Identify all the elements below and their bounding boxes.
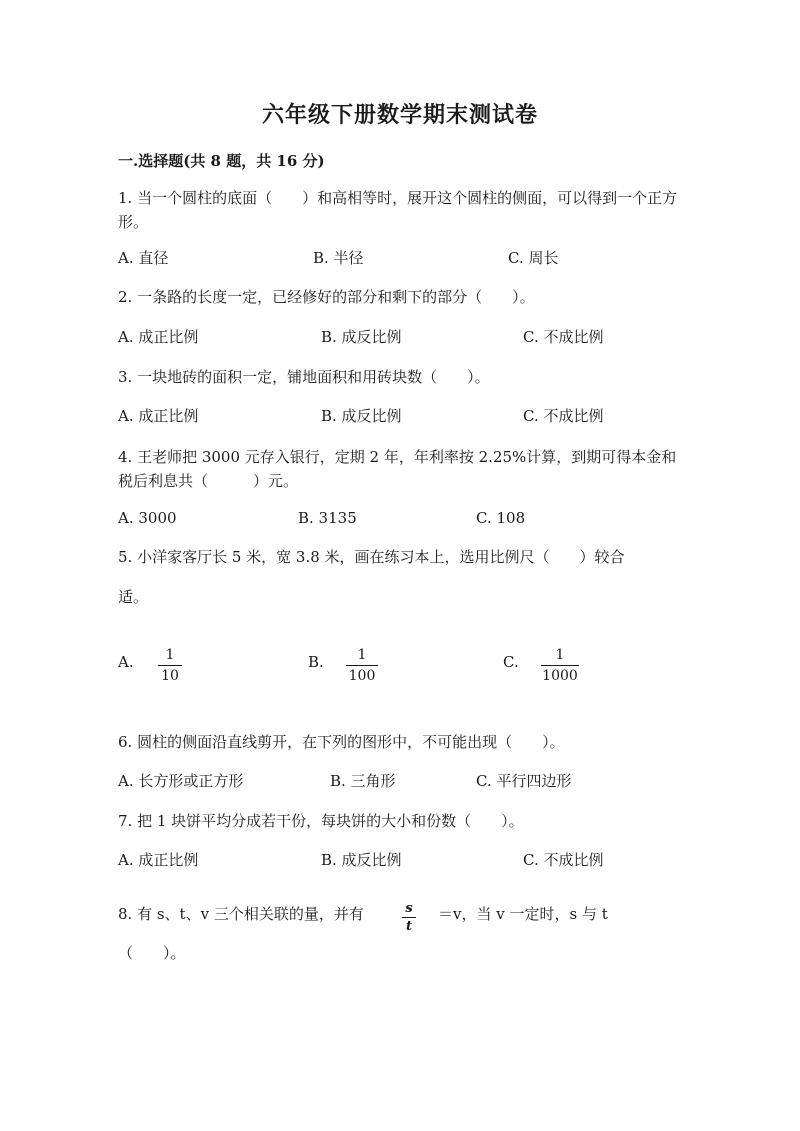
page-title: 六年级下册数学期末测试卷 [261,102,538,128]
question-1-option-a[interactable]: A. 直径 [118,249,169,267]
question-5-option-c-fraction[interactable] [541,647,579,684]
question-7-option-a[interactable]: A. 成正比例 [118,851,199,869]
question-5-option-b-label[interactable]: B. [308,653,324,671]
fraction-bar [402,917,416,918]
question-5-text: 5. 小洋家客厅长 5 米，宽 3.8 米，画在练习本上，选用比例尺（ ）较合 [118,548,625,566]
question-1-text: 1. 当一个圆柱的底面（ ）和高相等时，展开这个圆柱的侧面，可以得到一个正方形。 [118,189,678,231]
fraction-bar [541,665,579,666]
question-8-text-after: ＝v，当 v 一定时，s 与 t [438,905,608,923]
question-4-text: 4. 王老师把 3000 元存入银行，定期 2 年，年利率按 2.25%计算，到期可得本金和税后利息共（ ）元。 [118,448,677,490]
question-3-option-c[interactable]: C. 不成比例 [523,407,604,425]
question-5-option-b-fraction[interactable] [346,647,378,684]
question-5-option-a-fraction[interactable] [158,647,182,684]
question-2-option-c[interactable]: C. 不成比例 [523,328,604,346]
question-2-option-a[interactable]: A. 成正比例 [118,328,199,346]
fraction-numerator: 1 [357,647,367,663]
fraction-numerator: 1 [555,647,565,663]
question-6-option-c[interactable]: C. 平行四边形 [476,772,572,790]
question-8-text-before: 8. 有 s、t、v 三个相关联的量，并有 [118,905,364,923]
question-4-option-b[interactable]: B. 3135 [298,509,357,527]
question-7-option-b[interactable]: B. 成反比例 [321,851,402,869]
question-3-option-b[interactable]: B. 成反比例 [321,407,402,425]
question-3-option-a[interactable]: A. 成正比例 [118,407,199,425]
section-heading: 一.选择题(共 8 题，共 16 分) [118,152,325,170]
question-8-text-line2: （ ）。 [118,944,186,962]
question-4-option-a[interactable]: A. 3000 [118,509,177,527]
question-6-option-b[interactable]: B. 三角形 [330,772,396,790]
question-6-option-a[interactable]: A. 长方形或正方形 [118,772,244,790]
fraction-denominator: t [405,919,412,934]
fraction-bar [346,665,378,666]
question-5-option-a-label[interactable]: A. [118,653,134,671]
question-6-text: 6. 圆柱的侧面沿直线剪开，在下列的图形中，不可能出现（ ）。 [118,733,565,751]
fraction-denominator: 100 [348,668,376,684]
question-4-option-c[interactable]: C. 108 [476,509,526,527]
fraction-denominator: 10 [161,668,179,684]
fraction-numerator: s [405,901,413,916]
question-2-option-b[interactable]: B. 成反比例 [321,328,402,346]
question-5-text-line2: 适。 [118,588,149,606]
question-5-option-c-label[interactable]: C. [503,653,519,671]
question-1-option-c[interactable]: C. 周长 [508,249,559,267]
fraction-bar [158,665,182,666]
fraction-numerator: 1 [165,647,175,663]
fraction-denominator: 1000 [542,668,578,684]
question-8-fraction [402,902,416,933]
question-2-text: 2. 一条路的长度一定，已经修好的部分和剩下的部分（ ）。 [118,288,535,306]
question-3-text: 3. 一块地砖的面积一定，铺地面积和用砖块数（ ）。 [118,368,490,386]
question-1-option-b[interactable]: B. 半径 [313,249,364,267]
question-7-option-c[interactable]: C. 不成比例 [523,851,604,869]
question-7-text: 7. 把 1 块饼平均分成若干份，每块饼的大小和份数（ ）。 [118,812,524,830]
